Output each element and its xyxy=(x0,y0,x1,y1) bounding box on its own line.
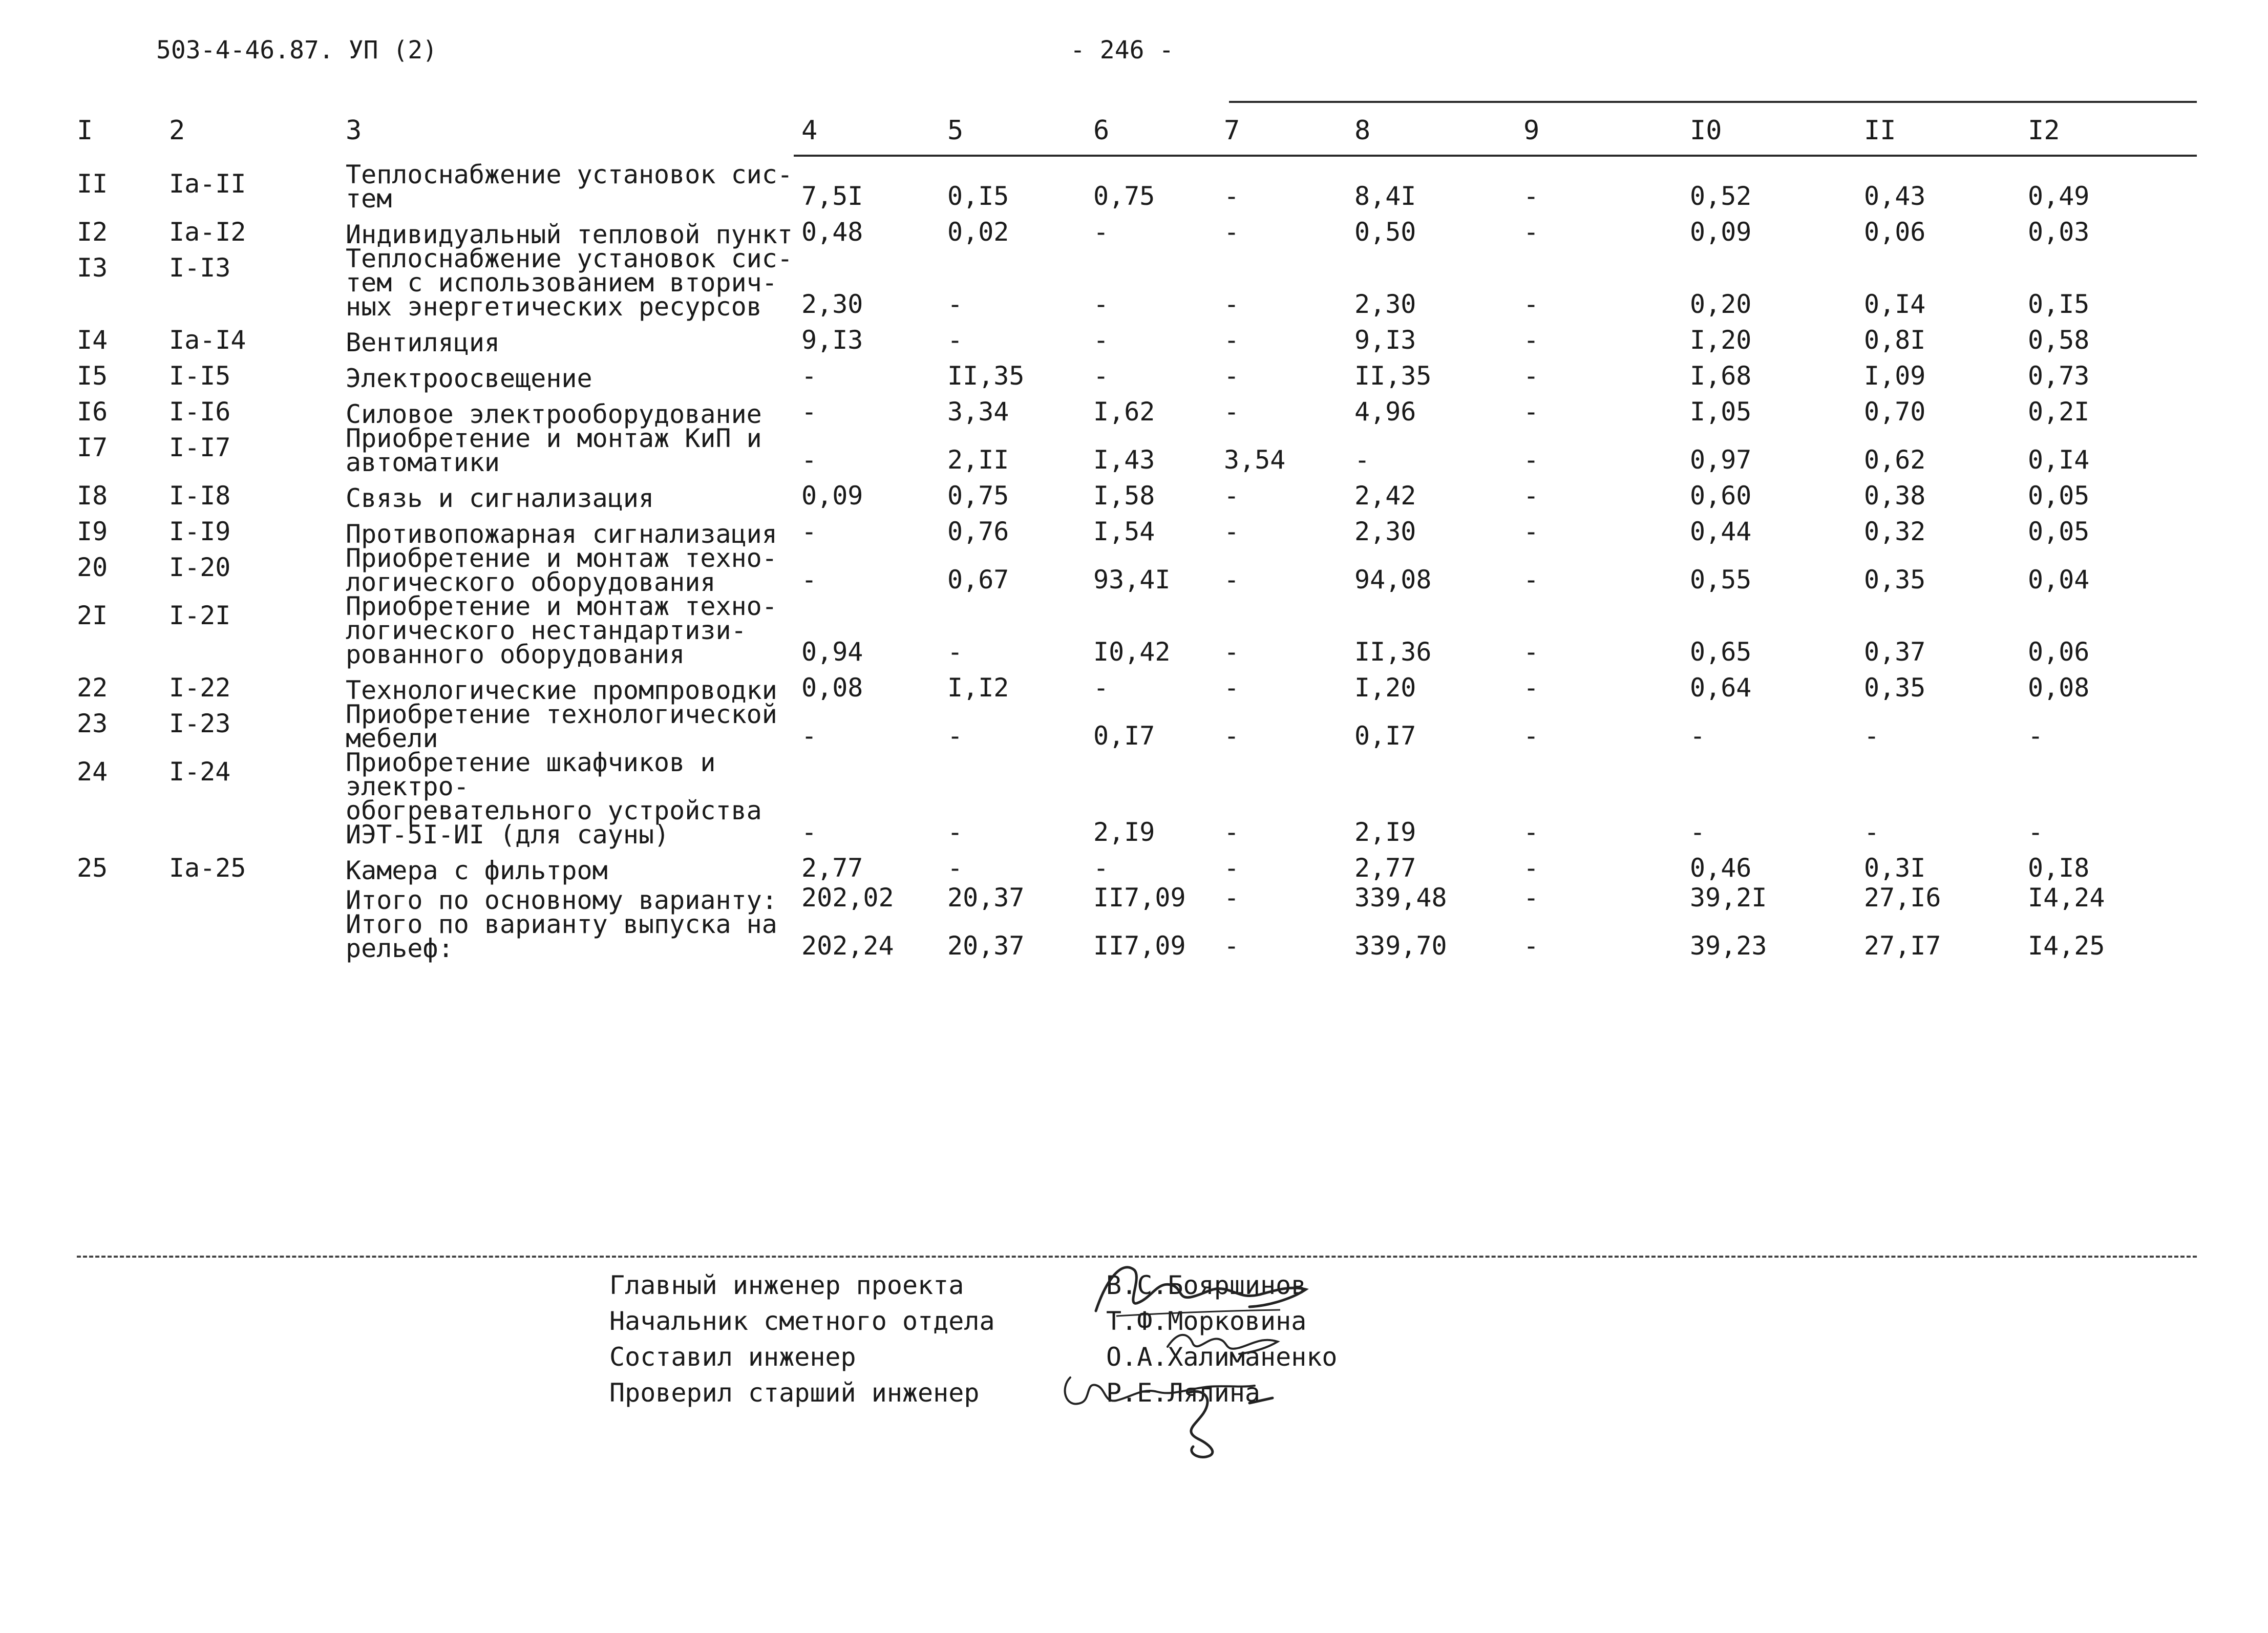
table-row xyxy=(77,163,2222,211)
cell-col8: - xyxy=(1354,445,1370,475)
cell-col6: II7,09 xyxy=(1093,883,1186,913)
cell-col4: 0,08 xyxy=(801,673,863,703)
cell-col12: - xyxy=(2028,721,2044,751)
cell-col5: - xyxy=(947,853,963,883)
cell-col12: 0,I8 xyxy=(2028,853,2090,883)
cell-col9: - xyxy=(1523,445,1539,475)
column-header: 6 xyxy=(1093,115,1110,146)
row-code: Ia-I2 xyxy=(169,217,246,247)
cell-col4: 7,5I xyxy=(801,181,863,211)
cell-col12: 0,05 xyxy=(2028,517,2090,546)
handwritten-signature-2 xyxy=(1162,1316,1290,1362)
cell-col11: I,09 xyxy=(1864,361,1926,391)
cell-col10: I,20 xyxy=(1690,325,1752,355)
cell-col7: - xyxy=(1224,817,1240,847)
cell-col8: 2,I9 xyxy=(1354,817,1416,847)
handwritten-signature-4 xyxy=(1168,1383,1285,1459)
table-row xyxy=(77,595,2222,667)
cell-col6: I,62 xyxy=(1093,397,1155,427)
signature-role: Главный инженер проекта xyxy=(609,1270,964,1300)
cell-col10: 39,23 xyxy=(1690,931,1767,961)
cell-col10: 0,46 xyxy=(1690,853,1752,883)
cell-col6: - xyxy=(1093,289,1109,319)
row-code: I-I8 xyxy=(169,481,231,511)
row-code: Ia-25 xyxy=(169,853,246,883)
cell-col12: I4,25 xyxy=(2028,931,2105,961)
cell-col8: 2,30 xyxy=(1354,289,1416,319)
estimate-table xyxy=(77,113,2222,961)
cell-col7: - xyxy=(1224,289,1240,319)
cell-col12: 0,08 xyxy=(2028,673,2090,703)
row-name: Вентиляция xyxy=(346,328,500,357)
cell-col11: 0,62 xyxy=(1864,445,1926,475)
row-name: Связь и сигнализация xyxy=(346,483,654,513)
cell-col5: 20,37 xyxy=(947,931,1025,961)
table-row xyxy=(77,511,2222,546)
cell-col4: 2,30 xyxy=(801,289,863,319)
column-header-row xyxy=(77,113,2222,149)
cell-col6: - xyxy=(1093,673,1109,703)
cell-col6: I,43 xyxy=(1093,445,1155,475)
cell-col6: - xyxy=(1093,325,1109,355)
row-code: I-2I xyxy=(169,601,231,630)
cell-col11: 27,I7 xyxy=(1864,931,1941,961)
signature-name: В.С.Бояршинов xyxy=(1106,1270,1307,1300)
column-header: 7 xyxy=(1224,115,1240,146)
row-code: I-I6 xyxy=(169,397,231,427)
row-name: Технологические промпроводки xyxy=(346,675,777,705)
table-row xyxy=(77,751,2222,847)
cell-col6: I,54 xyxy=(1093,517,1155,546)
table-row xyxy=(77,211,2222,247)
cell-col11: 0,35 xyxy=(1864,565,1926,595)
cell-col10: 0,65 xyxy=(1690,637,1752,667)
cell-col10: 0,64 xyxy=(1690,673,1752,703)
cell-col5: - xyxy=(947,721,963,751)
cell-col11: 0,38 xyxy=(1864,481,1926,511)
cell-col4: 202,24 xyxy=(801,931,894,961)
cell-col10: I,05 xyxy=(1690,397,1752,427)
cell-col4: 0,94 xyxy=(801,637,863,667)
cell-col9: - xyxy=(1523,817,1539,847)
row-name: Приобретение и монтаж техно- логического оборудования xyxy=(346,543,777,597)
cell-col5: - xyxy=(947,289,963,319)
signature-name: О.А.Халиманенко xyxy=(1106,1342,1338,1372)
signature-role: Начальник сметного отдела xyxy=(609,1306,995,1336)
row-number: I3 xyxy=(77,253,108,283)
cell-col8: I,20 xyxy=(1354,673,1416,703)
cell-col8: 8,4I xyxy=(1354,181,1416,211)
cell-col7: - xyxy=(1224,517,1240,546)
cell-col11: - xyxy=(1864,817,1880,847)
row-number: I4 xyxy=(77,325,108,355)
signature-name: Р.Е.Лялина xyxy=(1106,1378,1261,1408)
cell-col11: 0,32 xyxy=(1864,517,1926,546)
row-code xyxy=(169,883,346,913)
cell-col4: - xyxy=(801,565,817,595)
cell-col11: 0,06 xyxy=(1864,217,1926,247)
table-row xyxy=(77,546,2222,595)
table-row xyxy=(77,475,2222,511)
cell-col9: - xyxy=(1523,931,1539,961)
row-number: I2 xyxy=(77,217,108,247)
cell-col12: 0,I4 xyxy=(2028,445,2090,475)
cell-col8: II,35 xyxy=(1354,361,1432,391)
page-number: - 246 - xyxy=(1070,36,1174,65)
column-header: 9 xyxy=(1523,115,1540,146)
row-code: Ia-I4 xyxy=(169,325,246,355)
row-name: Индивидуальный тепловой пункт xyxy=(346,220,793,249)
cell-col9: - xyxy=(1523,217,1539,247)
table-row xyxy=(77,427,2222,475)
cell-col5: 0,I5 xyxy=(947,181,1009,211)
row-name: Камера с фильтром xyxy=(346,856,608,885)
cell-col5: II,35 xyxy=(947,361,1025,391)
row-number: II xyxy=(77,169,108,199)
row-number: 24 xyxy=(77,757,108,787)
column-header: I2 xyxy=(2028,115,2060,146)
cell-col5: 20,37 xyxy=(947,883,1025,913)
cell-col7: - xyxy=(1224,673,1240,703)
column-header: 2 xyxy=(169,115,185,146)
cell-col8: 0,I7 xyxy=(1354,721,1416,751)
cell-col12: I4,24 xyxy=(2028,883,2105,913)
row-code: I-22 xyxy=(169,673,231,703)
row-number: I7 xyxy=(77,433,108,462)
cell-col12: 0,04 xyxy=(2028,565,2090,595)
cell-col6: - xyxy=(1093,361,1109,391)
column-header: I xyxy=(77,115,93,146)
cell-col9: - xyxy=(1523,883,1539,913)
cell-col8: 2,30 xyxy=(1354,517,1416,546)
cell-col6: I0,42 xyxy=(1093,637,1171,667)
cell-col8: 339,70 xyxy=(1354,931,1447,961)
cell-col12: - xyxy=(2028,817,2044,847)
row-number: I6 xyxy=(77,397,108,427)
cell-col11: - xyxy=(1864,721,1880,751)
cell-col4: - xyxy=(801,445,817,475)
cell-col11: 0,I4 xyxy=(1864,289,1926,319)
row-number: 23 xyxy=(77,709,108,738)
row-number: I8 xyxy=(77,481,108,511)
cell-col6: 2,I9 xyxy=(1093,817,1155,847)
cell-col11: 0,37 xyxy=(1864,637,1926,667)
cell-col10: 0,52 xyxy=(1690,181,1752,211)
row-name: Приобретение технологической мебели xyxy=(346,699,777,753)
cell-col5: 0,67 xyxy=(947,565,1009,595)
table-row xyxy=(77,847,2222,883)
signature-role: Проверил старший инженер xyxy=(609,1378,980,1408)
cell-col12: 0,05 xyxy=(2028,481,2090,511)
cell-col9: - xyxy=(1523,397,1539,427)
row-number: 20 xyxy=(77,553,108,582)
row-name: Силовое электрооборудование xyxy=(346,399,762,429)
cell-col6: 0,75 xyxy=(1093,181,1155,211)
cell-col4: 2,77 xyxy=(801,853,863,883)
cell-col10: 0,55 xyxy=(1690,565,1752,595)
cell-col10: - xyxy=(1690,817,1706,847)
cell-col4: - xyxy=(801,397,817,427)
cell-col8: 4,96 xyxy=(1354,397,1416,427)
row-code: I-I9 xyxy=(169,517,231,546)
header-top-rule xyxy=(1229,101,2197,103)
column-header: 3 xyxy=(346,115,362,146)
cell-col7: - xyxy=(1224,481,1240,511)
cell-col7: - xyxy=(1224,181,1240,211)
cell-col5: - xyxy=(947,325,963,355)
table-row xyxy=(77,319,2222,355)
cell-col4: 202,02 xyxy=(801,883,894,913)
column-header: I0 xyxy=(1690,115,1722,146)
cell-col9: - xyxy=(1523,181,1539,211)
row-code: I-I5 xyxy=(169,361,231,391)
cell-col7: - xyxy=(1224,361,1240,391)
cell-col9: - xyxy=(1523,289,1539,319)
cell-col5: 0,75 xyxy=(947,481,1009,511)
row-code: Ia-II xyxy=(169,169,246,199)
row-number xyxy=(77,883,169,913)
cell-col6: - xyxy=(1093,217,1109,247)
cell-col9: - xyxy=(1523,361,1539,391)
row-name: Приобретение и монтаж техно- логического нестандартизи- рованного оборудования xyxy=(346,591,777,669)
cell-col9: - xyxy=(1523,721,1539,751)
row-name: Противопожарная сигнализация xyxy=(346,519,777,549)
cell-col7: - xyxy=(1224,883,1240,913)
total-row xyxy=(77,913,2222,961)
cell-col7: - xyxy=(1224,721,1240,751)
column-header: 4 xyxy=(801,115,818,146)
cell-col7: 3,54 xyxy=(1224,445,1286,475)
cell-col9: - xyxy=(1523,481,1539,511)
cell-col7: - xyxy=(1224,853,1240,883)
cell-col4: - xyxy=(801,817,817,847)
column-header: 5 xyxy=(947,115,964,146)
cell-col4: 9,I3 xyxy=(801,325,863,355)
row-number: I5 xyxy=(77,361,108,391)
row-number: 25 xyxy=(77,853,108,883)
cell-col9: - xyxy=(1523,517,1539,546)
cell-col11: 0,43 xyxy=(1864,181,1926,211)
cell-col9: - xyxy=(1523,565,1539,595)
cell-col5: 0,02 xyxy=(947,217,1009,247)
cell-col5: 2,II xyxy=(947,445,1009,475)
cell-col8: 9,I3 xyxy=(1354,325,1416,355)
cell-col6: 93,4I xyxy=(1093,565,1171,595)
handwritten-signature-1 xyxy=(1086,1249,1316,1326)
document-code: 503-4-46.87. УП (2) xyxy=(156,36,438,65)
cell-col10: 0,60 xyxy=(1690,481,1752,511)
row-number: 22 xyxy=(77,673,108,703)
cell-col11: 0,8I xyxy=(1864,325,1926,355)
row-name: Теплоснабжение установок сис- тем xyxy=(346,160,793,214)
cell-col10: 0,44 xyxy=(1690,517,1752,546)
cell-col7: - xyxy=(1224,931,1240,961)
table-row xyxy=(77,391,2222,427)
row-code: I-23 xyxy=(169,709,231,738)
cell-col8: 0,50 xyxy=(1354,217,1416,247)
row-code: I-20 xyxy=(169,553,231,582)
cell-col12: 0,58 xyxy=(2028,325,2090,355)
table-row xyxy=(77,667,2222,703)
signature-role: Составил инженер xyxy=(609,1342,856,1372)
column-header: II xyxy=(1864,115,1896,146)
cell-col6: II7,09 xyxy=(1093,931,1186,961)
cell-col5: 3,34 xyxy=(947,397,1009,427)
cell-col4: 0,48 xyxy=(801,217,863,247)
cell-col10: I,68 xyxy=(1690,361,1752,391)
cell-col8: II,36 xyxy=(1354,637,1432,667)
row-name: Электроосвещение xyxy=(346,364,592,393)
cell-col4: 0,09 xyxy=(801,481,863,511)
cell-col10: 0,97 xyxy=(1690,445,1752,475)
signature-name: Т.Ф.Морковина xyxy=(1106,1306,1307,1336)
row-code xyxy=(169,913,346,961)
cell-col8: 2,42 xyxy=(1354,481,1416,511)
row-name: Теплоснабжение установок сис- тем с использованием вторич- ных энергетических ресурсов xyxy=(346,244,793,322)
cell-col10: 0,20 xyxy=(1690,289,1752,319)
cell-col4: - xyxy=(801,517,817,546)
row-name: Приобретение шкафчиков и электро- обогревательного устройства ИЭТ-5I-ИI (для сауны) xyxy=(346,748,762,850)
cell-col12: 0,73 xyxy=(2028,361,2090,391)
cell-col9: - xyxy=(1523,637,1539,667)
cell-col7: - xyxy=(1224,217,1240,247)
cell-col9: - xyxy=(1523,325,1539,355)
table-row xyxy=(77,703,2222,751)
table-row xyxy=(77,247,2222,319)
cell-col12: 0,03 xyxy=(2028,217,2090,247)
row-number: I9 xyxy=(77,517,108,546)
row-number xyxy=(77,913,169,961)
cell-col6: 0,I7 xyxy=(1093,721,1155,751)
total-row xyxy=(77,883,2222,913)
cell-col5: - xyxy=(947,817,963,847)
cell-col5: I,I2 xyxy=(947,673,1009,703)
cell-col7: - xyxy=(1224,565,1240,595)
cell-col5: 0,76 xyxy=(947,517,1009,546)
cell-col10: 39,2I xyxy=(1690,883,1767,913)
cell-col11: 0,35 xyxy=(1864,673,1926,703)
column-header: 8 xyxy=(1354,115,1371,146)
row-code: I-24 xyxy=(169,757,231,787)
cell-col12: 0,06 xyxy=(2028,637,2090,667)
cell-col4: - xyxy=(801,721,817,751)
cell-col7: - xyxy=(1224,637,1240,667)
row-number: 2I xyxy=(77,601,108,630)
cell-col9: - xyxy=(1523,853,1539,883)
cell-col11: 0,70 xyxy=(1864,397,1926,427)
cell-col8: 94,08 xyxy=(1354,565,1432,595)
cell-col12: 0,I5 xyxy=(2028,289,2090,319)
cell-col12: 0,2I xyxy=(2028,397,2090,427)
cell-col10: 0,09 xyxy=(1690,217,1752,247)
cell-col9: - xyxy=(1523,673,1539,703)
cell-col8: 339,48 xyxy=(1354,883,1447,913)
row-name: Приобретение и монтаж КиП и автоматики xyxy=(346,423,762,477)
row-name: Итого по основному варианту: xyxy=(346,885,777,915)
row-code: I-I3 xyxy=(169,253,231,283)
cell-col11: 0,3I xyxy=(1864,853,1926,883)
cell-col8: 2,77 xyxy=(1354,853,1416,883)
cell-col7: - xyxy=(1224,397,1240,427)
cell-col5: - xyxy=(947,637,963,667)
cell-col4: - xyxy=(801,361,817,391)
cell-col6: - xyxy=(1093,853,1109,883)
row-name: Итого по варианту выпуска на рельеф: xyxy=(346,909,777,963)
cell-col12: 0,49 xyxy=(2028,181,2090,211)
cell-col6: I,58 xyxy=(1093,481,1155,511)
table-row xyxy=(77,355,2222,391)
cell-col11: 27,I6 xyxy=(1864,883,1941,913)
cell-col10: - xyxy=(1690,721,1706,751)
cell-col7: - xyxy=(1224,325,1240,355)
row-code: I-I7 xyxy=(169,433,231,462)
